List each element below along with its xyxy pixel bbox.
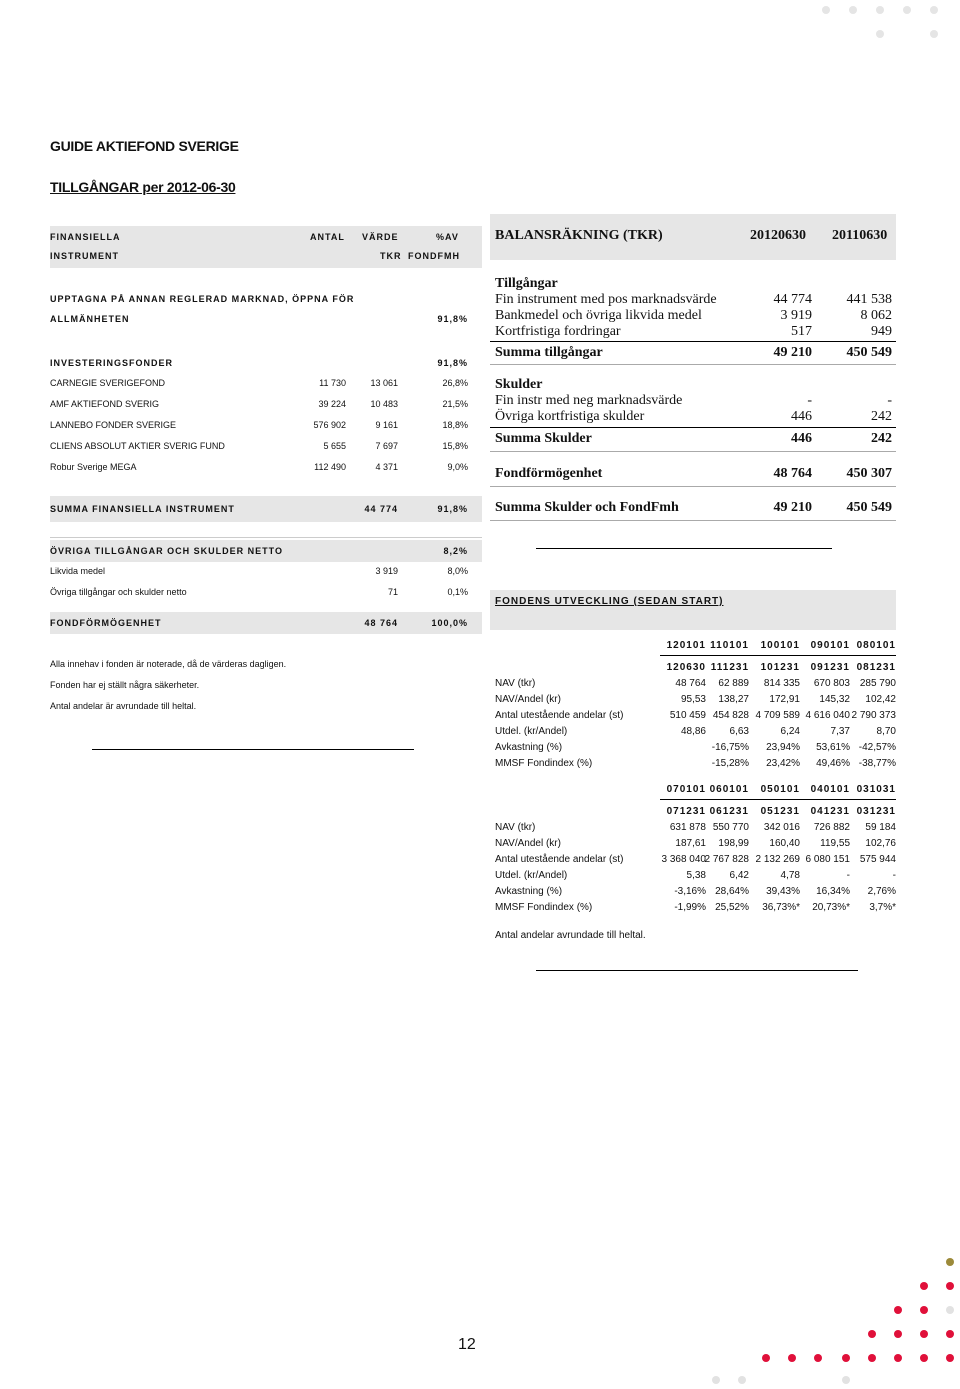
ovriga-label: ÖVRIGA TILLGÅNGAR OCH SKULDER NETTO (50, 546, 283, 556)
utv-row-value: 119,55 (820, 838, 850, 849)
utv-title: FONDENS UTVECKLING (SEDAN START) (495, 596, 724, 607)
fund-name: Robur Sverige MEGA (50, 462, 137, 472)
utv-row-label: NAV/Andel (kr) (495, 694, 561, 705)
utv-row-value: -3,16% (674, 886, 706, 897)
fund-varde: 10 483 (370, 399, 398, 409)
col-header: INSTRUMENT (50, 251, 119, 261)
utv-row-value: 49,46% (816, 758, 850, 769)
section-label: INVESTERINGSFONDER (50, 358, 174, 368)
section-pct: 91,8% (437, 314, 468, 324)
bal-row-label: Kortfristiga fordringar (495, 324, 621, 339)
summa-label: SUMMA FINANSIELLA INSTRUMENT (50, 504, 235, 514)
utv-row-value: 102,76 (865, 838, 896, 849)
divider (660, 799, 896, 800)
section-pct: 91,8% (437, 358, 468, 368)
divider (92, 749, 414, 750)
utv-row-value: 670 803 (813, 678, 850, 689)
fondf-value: 48 764 (364, 618, 398, 628)
utv-row-value: 39,43% (766, 886, 800, 897)
decor-dot (894, 1354, 902, 1362)
bal-row-label: Bankmedel och övriga likvida medel (495, 308, 702, 323)
utv-row-value: - (846, 870, 850, 881)
utv-row-value: 25,52% (715, 902, 749, 913)
utv-row-value: 20,73%* (812, 902, 850, 913)
utv-row-value: 454 828 (712, 710, 749, 721)
decor-dot (930, 30, 938, 38)
skuld-row-value: 242 (871, 409, 892, 424)
col-header: FINANSIELLA (50, 232, 121, 242)
utv-row-value: 102,42 (865, 694, 896, 705)
utv-row-label: Utdel. (kr/Andel) (495, 726, 568, 737)
utv-row-value: 8,70 (876, 726, 896, 737)
utv-row-value: - (892, 870, 896, 881)
period-from: 120101 (666, 640, 706, 651)
utv-row-label: Avkastning (%) (495, 886, 563, 897)
utv-row-value: 510 459 (669, 710, 706, 721)
decor-dot (946, 1306, 954, 1314)
bal-row-value: 3 919 (780, 308, 812, 323)
bal-row-value: 44 774 (773, 292, 812, 307)
decor-dot (903, 6, 911, 14)
utv-row-value: 2 767 828 (704, 854, 749, 865)
utv-row-label: Avkastning (%) (495, 742, 563, 753)
tillgangar-heading: Tillgångar (495, 276, 558, 291)
period-to: 051231 (760, 806, 800, 817)
utv-row-value: 53,61% (816, 742, 850, 753)
period-from: 090101 (810, 640, 850, 651)
fund-name: AMF AKTIEFOND SVERIG (50, 399, 160, 409)
fund-name: LANNEBO FONDER SVERIGE (50, 420, 177, 430)
period-to: 041231 (810, 806, 850, 817)
decor-dot (894, 1330, 902, 1338)
ovriga-t-value: 71 (387, 587, 398, 597)
period-to: 071231 (666, 806, 706, 817)
divider (490, 486, 896, 487)
decor-dot (738, 1376, 746, 1384)
period-to: 111231 (710, 662, 749, 673)
period-from: 110101 (710, 640, 749, 651)
utv-row-value: 726 882 (813, 822, 850, 833)
utv-row-value: 5,38 (686, 870, 706, 881)
utv-row-value: 631 878 (669, 822, 706, 833)
fund-varde: 9 161 (375, 420, 398, 430)
ovriga-t-label: Övriga tillgångar och skulder netto (50, 587, 187, 597)
decor-dot (868, 1354, 876, 1362)
utv-row-value: 138,27 (718, 694, 749, 705)
decor-dot (920, 1330, 928, 1338)
period-to: 061231 (709, 806, 749, 817)
period-to: 031231 (856, 806, 896, 817)
divider (536, 970, 858, 971)
period-to: 081231 (856, 662, 896, 673)
utv-row-value: 95,53 (680, 694, 706, 705)
bal-row-value: 517 (791, 324, 812, 339)
fund-pct: 26,8% (442, 378, 468, 388)
col-header: FONDFMH (408, 251, 460, 261)
note: Alla innehav i fonden är noterade, då de värderas dagligen. (50, 659, 287, 669)
utv-note: Antal andelar avrundade till heltal. (495, 930, 646, 941)
period-to: 120630 (666, 662, 706, 673)
period-from: 050101 (760, 784, 800, 795)
utv-row-value: 550 770 (712, 822, 749, 833)
decor-dot (894, 1306, 902, 1314)
utv-row-value: 23,94% (766, 742, 800, 753)
utv-row-value: 3 368 040 (661, 854, 706, 865)
utv-row-value: 160,40 (769, 838, 800, 849)
skuld-row-label: Övriga kortfristiga skulder (495, 409, 645, 424)
utv-row-label: NAV/Andel (kr) (495, 838, 561, 849)
decor-dot (946, 1258, 954, 1266)
skulder-heading: Skulder (495, 377, 543, 392)
utv-row-value: 36,73%* (762, 902, 800, 913)
divider (490, 364, 896, 365)
utv-row-value: 16,34% (816, 886, 850, 897)
period-to: 091231 (810, 662, 850, 673)
decor-dot (930, 6, 938, 14)
bal-row-label: Fin instrument med pos marknadsvärde (495, 292, 717, 307)
utv-row-value: 145,32 (819, 694, 850, 705)
divider (490, 341, 896, 342)
note: Antal andelar är avrundade till heltal. (50, 701, 197, 711)
fund-antal: 576 902 (313, 420, 346, 430)
period-from: 100101 (760, 640, 800, 651)
fund-antal: 112 490 (314, 462, 346, 472)
bal-title: BALANSRÄKNING (TKR) (495, 228, 663, 243)
utv-row-value: 575 944 (859, 854, 896, 865)
col-header: ANTAL (310, 232, 345, 242)
decor-dot (920, 1306, 928, 1314)
utv-row-value: 187,61 (675, 838, 706, 849)
utv-row-value: 2,76% (867, 886, 896, 897)
likvida-value: 3 919 (375, 566, 398, 576)
fund-name: CARNEGIE SVERIGEFOND (50, 378, 166, 388)
fund-pct: 21,5% (442, 399, 468, 409)
utv-row-value: 59 184 (865, 822, 896, 833)
utv-row-value: 6,42 (729, 870, 749, 881)
decor-dot (814, 1354, 822, 1362)
decor-dot (876, 6, 884, 14)
divider (490, 427, 896, 428)
utv-row-value: 6,63 (729, 726, 749, 737)
fund-name: CLIENS ABSOLUT AKTIER SVERIG FUND (50, 441, 225, 451)
utv-row-value: 2 132 269 (755, 854, 800, 865)
summa-sf-a: 49 210 (773, 500, 812, 515)
skuld-row-label: Fin instr med neg marknadsvärde (495, 393, 683, 408)
decor-dot (842, 1376, 850, 1384)
utv-row-label: MMSF Fondindex (%) (495, 902, 593, 913)
fondf-pct: 100,0% (431, 618, 468, 628)
note: Fonden har ej ställt några säkerheter. (50, 680, 200, 690)
utv-row-value: 6,24 (780, 726, 800, 737)
ovriga-pct: 8,2% (443, 546, 468, 556)
utv-row-value: 3,7%* (869, 902, 896, 913)
skuld-row-value: 446 (791, 409, 812, 424)
utv-row-value: 4,78 (780, 870, 800, 881)
utv-row-value: 48,86 (680, 726, 706, 737)
utv-row-label: Utdel. (kr/Andel) (495, 870, 568, 881)
decor-dot (876, 30, 884, 38)
decor-dot (946, 1282, 954, 1290)
fund-varde: 7 697 (375, 441, 398, 451)
fondf-bal-label: Fondförmögenhet (495, 466, 603, 481)
decor-dot (788, 1354, 796, 1362)
fondf-label: FONDFÖRMÖGENHET (50, 618, 162, 628)
summa-tillgangar-b: 450 549 (846, 345, 892, 360)
fund-antal: 5 655 (323, 441, 346, 451)
divider (536, 548, 832, 549)
document-title: GUIDE AKTIEFOND SVERIGE (50, 138, 239, 154)
decor-dot (920, 1282, 928, 1290)
summa-skulder-b: 242 (871, 431, 892, 446)
section-label: ALLMÄNHETEN (50, 314, 130, 324)
period-from: 031031 (856, 784, 896, 795)
utv-row-value: 7,37 (830, 726, 850, 737)
ovriga-t-pct: 0,1% (447, 587, 468, 597)
summa-tillgangar-label: Summa tillgångar (495, 345, 603, 360)
section-label: UPPTAGNA PÅ ANNAN REGLERAD MARKNAD, ÖPPNA FÖR (50, 294, 355, 304)
utv-row-label: NAV (tkr) (495, 822, 536, 833)
summa-sf-b: 450 549 (846, 500, 892, 515)
utv-row-value: 285 790 (859, 678, 896, 689)
fund-varde: 13 061 (370, 378, 398, 388)
divider (490, 520, 896, 521)
bal-row-value: 8 062 (860, 308, 892, 323)
decor-dot (946, 1354, 954, 1362)
utv-row-label: Antal utestående andelar (st) (495, 854, 624, 865)
decor-dot (920, 1354, 928, 1362)
fondf-bal-a: 48 764 (773, 466, 812, 481)
summa-pct: 91,8% (437, 504, 468, 514)
likvida-pct: 8,0% (447, 566, 468, 576)
bal-year: 20120630 (750, 228, 806, 243)
period-from: 060101 (709, 784, 749, 795)
bal-row-value: 441 538 (846, 292, 892, 307)
period-from: 070101 (666, 784, 706, 795)
utv-row-label: Antal utestående andelar (st) (495, 710, 624, 721)
summa-value: 44 774 (364, 504, 398, 514)
utv-row-value: 814 335 (763, 678, 800, 689)
holdings-title: TILLGÅNGAR per 2012-06-30 (50, 179, 236, 195)
summa-skulder-label: Summa Skulder (495, 431, 592, 446)
utv-row-label: NAV (tkr) (495, 678, 536, 689)
fund-antal: 39 224 (318, 399, 346, 409)
bal-year: 20110630 (832, 228, 888, 243)
period-from: 040101 (810, 784, 850, 795)
utv-row-value: 342 016 (763, 822, 800, 833)
period-to: 101231 (760, 662, 800, 673)
utv-row-value: 4 616 040 (805, 710, 850, 721)
utv-row-value: -1,99% (674, 902, 706, 913)
bal-row-value: 949 (871, 324, 892, 339)
decor-dot (762, 1354, 770, 1362)
utv-row-value: 6 080 151 (805, 854, 850, 865)
fund-pct: 9,0% (447, 462, 468, 472)
decor-dot (712, 1376, 720, 1384)
fund-pct: 18,8% (442, 420, 468, 430)
skuld-row-value: - (807, 393, 812, 408)
utv-row-value: -42,57% (858, 742, 896, 753)
summa-skulder-a: 446 (791, 431, 812, 446)
col-header: VÄRDE (362, 232, 399, 242)
utv-row-value: -15,28% (711, 758, 749, 769)
col-header: %AV (436, 232, 459, 242)
summa-tillgangar-a: 49 210 (773, 345, 812, 360)
page-number: 12 (458, 1336, 476, 1353)
utv-row-value: 2 790 373 (851, 710, 896, 721)
decor-dot (822, 6, 830, 14)
utv-row-value: 62 889 (718, 678, 749, 689)
decor-dot (946, 1330, 954, 1338)
utv-row-value: -38,77% (858, 758, 896, 769)
utv-row-value: -16,75% (711, 742, 749, 753)
skuld-row-value: - (887, 393, 892, 408)
utv-row-value: 23,42% (766, 758, 800, 769)
utv-row-value: 4 709 589 (755, 710, 800, 721)
utv-row-value: 28,64% (715, 886, 749, 897)
fund-varde: 4 371 (375, 462, 398, 472)
period-from: 080101 (856, 640, 896, 651)
utv-row-value: 48 764 (675, 678, 706, 689)
decor-dot (842, 1354, 850, 1362)
divider (660, 655, 896, 656)
decor-dot (849, 6, 857, 14)
divider (50, 537, 482, 538)
likvida-label: Likvida medel (50, 566, 106, 576)
decor-dot (868, 1330, 876, 1338)
utv-row-value: 172,91 (769, 694, 800, 705)
divider (490, 451, 896, 452)
summa-sf-label: Summa Skulder och FondFmh (495, 500, 679, 515)
fund-antal: 11 730 (319, 378, 346, 388)
fondf-bal-b: 450 307 (846, 466, 892, 481)
utv-row-value: 198,99 (718, 838, 749, 849)
utv-row-label: MMSF Fondindex (%) (495, 758, 593, 769)
fund-pct: 15,8% (442, 441, 468, 451)
col-header: TKR (380, 251, 402, 261)
